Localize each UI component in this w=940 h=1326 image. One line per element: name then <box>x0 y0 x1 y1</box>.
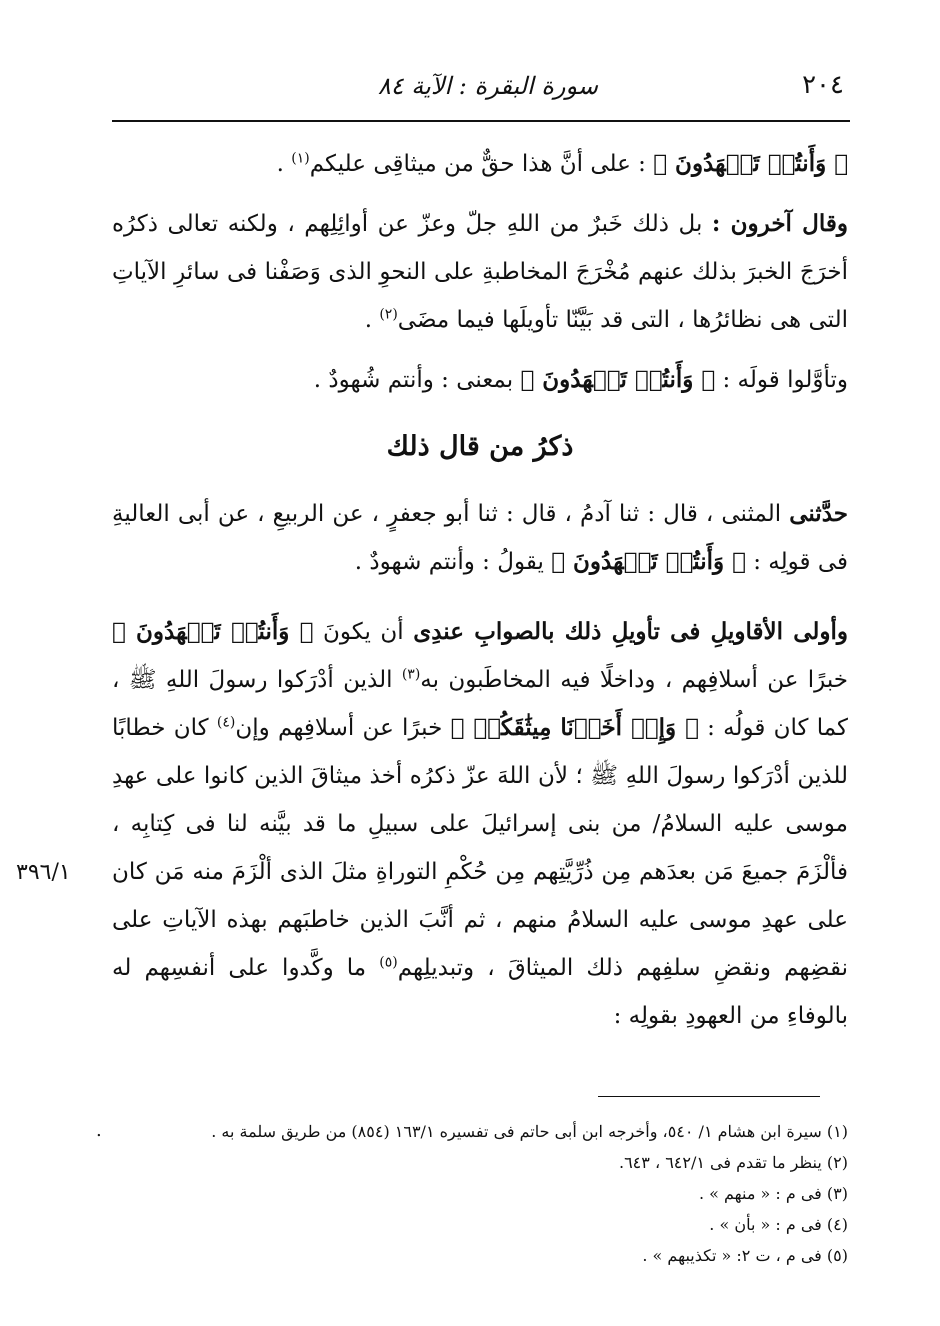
paragraph-lead: وأولى الأقاويلِ فى تأويلِ ذلك بالصوابِ عندِى <box>413 618 849 645</box>
paragraph-text: بمعنى : وأنتم شُهودٌ . <box>313 367 521 393</box>
footnote-1: (١) سيرة ابن هشام ١/ ٥٤٠، وأخرجه ابن أبى حاتم فى تفسيره ١٦٣/١ (٨٥٤) من طريق سلمة به . <box>211 1122 848 1141</box>
paragraph-text: خبرًا عن أسلافِهم ، وداخلًا فيه المخاطَبون به <box>420 667 849 693</box>
paragraph-text: ما وكَّدوا على أنفسِهم له بالوفاءِ من العهودِ بقولِه : <box>112 955 848 1029</box>
paragraph-text: يقولُ : وأنتم شهودٌ . <box>354 549 552 575</box>
running-title: سورة البقرة : الآية ٨٤ <box>377 72 598 100</box>
header-rule <box>112 120 850 122</box>
stray-mark: . <box>96 1120 102 1141</box>
main-text <box>112 140 848 1040</box>
paragraph-text: كان خطابًا للذين أدْرَكوا رسولَ اللهِ ﷺ ؛ لأن اللهَ عزّ ذكرُه أخذ ميثاقَ الذين كانوا على عهدِ موسى عليه السلامُ/ من بنى إسرائيلَ على سبيلِ ما قد بيَّنه لنا فى كِتابِه ، فألْزَمَ جميعَ مَن بعدَهم مِن ذُرِّيَّتِهم مِن حُكْمِ التوراةِ مثلَ الذى ألْزَمَ منه مَن كان على عهدِ موسى عليه السلامُ منهم ، ثم أنَّبَ الذين خاطبَهم بهذه الآياتِ على نقضِهم ونقضِ سلفِهم ذلك الميثاقَ ، وتبديلِهم <box>112 715 848 981</box>
paragraph-lead: حدَّثنى <box>789 500 848 527</box>
paragraph-1 <box>112 140 848 188</box>
paragraph-end: . <box>364 307 380 333</box>
quran-quote: ﴿ وَأَنتُمۡ تَشۡهَدُونَ ﴾ <box>520 366 716 393</box>
paragraph-text: بل ذلك خَبرٌ من اللهِ جلّ وعزّ عن أوائِلِهم ، ولكنه تعالى ذكرُه أخرَجَ الخبرَ بذلك عنهم مُخْرَجَ المخاطبةِ على النحوِ الذى وَصَفْنا فى سائرِ الآياتِ التى هى نظائرُها ، التى قد بَيَّنّا تأويلَها فيما مضَى <box>112 211 848 333</box>
footnote-5: (٥) فى م ، ت ٢: « تكذيبهم » . <box>642 1246 848 1265</box>
paragraph-text: : على أنَّ هذا حقٌّ من ميثاقِى عليكم <box>309 151 654 177</box>
paragraph-5 <box>112 608 848 1040</box>
footnote-ref-4: (٤) <box>216 714 236 731</box>
paragraph-end: . <box>276 151 292 177</box>
footnote-ref-1: (١) <box>291 150 310 167</box>
paragraph-text: خبرًا عن أسلافِهم وإن <box>235 715 451 741</box>
footnote-ref-2: (٢) <box>379 306 398 323</box>
paragraph-3 <box>112 356 848 404</box>
paragraph-text: المثنى ، قال : ثنا آدمُ ، قال : ثنا أبو جعفرٍ ، عن الربيعِ ، عن أبى العاليةِ فى قولِه : <box>112 501 848 575</box>
quran-quote: ﴿ وَأَنتُمۡ تَشۡهَدُونَ ﴾ <box>551 548 746 575</box>
footnote-rule <box>598 1096 820 1097</box>
paragraph-text: وتأوَّلوا قولَه : <box>715 367 848 393</box>
paragraph-text: الذين أدْرَكوا رسولَ اللهِ ﷺ ، كما كان قولُه : <box>112 667 848 741</box>
footnotes <box>112 1116 848 1271</box>
margin-page-reference: ٣٩٦/١ <box>16 860 71 885</box>
paragraph-4 <box>112 490 848 586</box>
quran-quote: ﴿ وَأَنتُمۡ تَشۡهَدُونَ ﴾ <box>653 150 848 177</box>
paragraph-lead: وقال آخرون : <box>711 210 848 237</box>
quran-quote: ﴿ وَإِذۡ أَخَذۡنَا مِيثَٰقَكُمۡ ﴾ <box>450 714 699 741</box>
page-header <box>112 66 848 106</box>
footnote-2: (٢) ينظر ما تقدم فى ٦٤٢/١ ، ٦٤٣. <box>618 1153 848 1172</box>
section-heading: ذكرُ من قال ذلك <box>386 431 574 462</box>
paragraph-text: أن يكونَ <box>313 619 414 645</box>
footnote-ref-5: (٥) <box>379 954 398 971</box>
page-number: ٢٠٤ <box>802 70 844 100</box>
paragraph-2 <box>112 200 848 344</box>
footnote-ref-3: (٣) <box>401 666 421 683</box>
footnote-4: (٤) فى م : « بأن » . <box>709 1215 848 1234</box>
footnote-3: (٣) فى م : « منهم » . <box>698 1184 848 1203</box>
quran-quote: ﴿ وَأَنتُمۡ تَشۡهَدُونَ ﴾ <box>112 618 314 645</box>
